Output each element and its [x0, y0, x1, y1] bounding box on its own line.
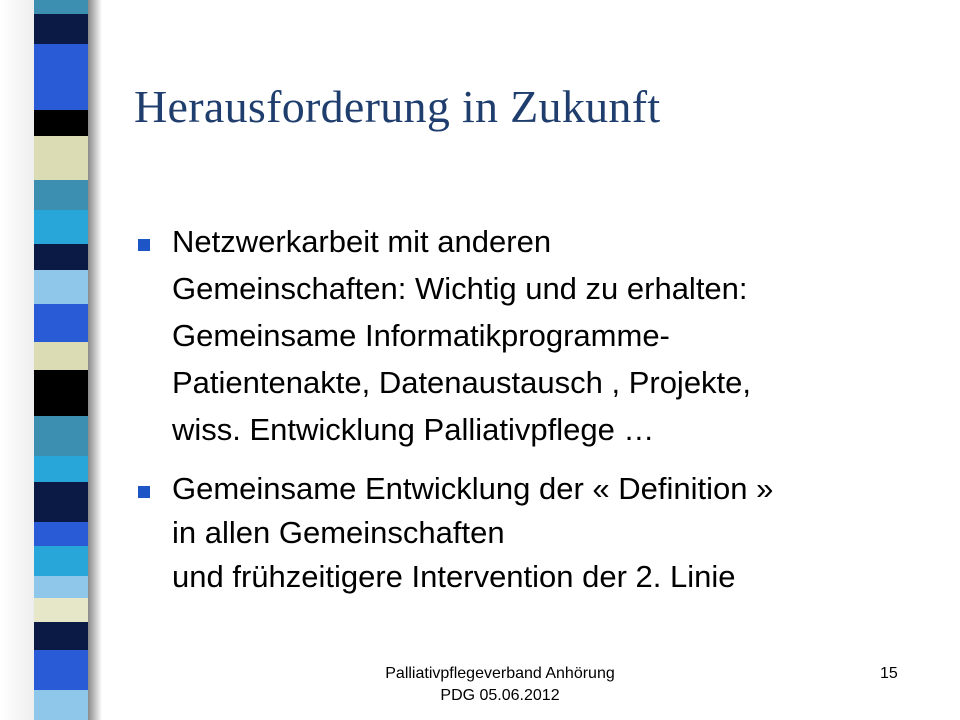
stripe-segment — [34, 370, 90, 416]
bullet-line: wiss. Entwicklung Palliativpflege … — [172, 412, 655, 447]
stripes — [34, 0, 90, 720]
stripe-segment — [34, 690, 90, 720]
stripe-segment — [34, 0, 90, 14]
stripe-segment — [34, 14, 90, 44]
stripe-segment — [34, 622, 90, 650]
decorative-stripe-band — [0, 0, 110, 720]
square-bullet-icon — [138, 239, 150, 251]
bullet-list — [134, 218, 934, 599]
stripe-segment — [34, 244, 90, 270]
stripe-segment — [34, 270, 90, 304]
slide-number: 15 — [880, 665, 898, 682]
stripe-segment — [34, 110, 90, 136]
bullet-line: Gemeinschaften: Wichtig und zu erhalten: — [172, 271, 748, 306]
stripe-segment — [34, 304, 90, 342]
stripe-segment — [34, 342, 90, 370]
band-edge — [0, 0, 34, 720]
stripe-segment — [34, 650, 90, 690]
stripe-segment — [34, 546, 90, 576]
bullet-line: Netzwerkarbeit mit anderen — [172, 224, 552, 259]
stripe-segment — [34, 482, 90, 522]
bullet-line: Gemeinsame Informatikprogramme- — [172, 318, 670, 353]
stripe-segment — [34, 72, 90, 110]
footer-line-2: PDG 05.06.2012 — [440, 687, 560, 704]
stripe-segment — [34, 522, 90, 546]
stripe-segment — [34, 44, 90, 72]
slide-footer — [330, 663, 670, 707]
stripe-segment — [34, 180, 90, 210]
square-bullet-icon — [138, 486, 150, 498]
stripe-segment — [34, 136, 90, 180]
bullet-line: und frühzeitigere Intervention der 2. Linie — [172, 559, 736, 594]
stripe-segment — [34, 416, 90, 456]
band-shadow — [88, 0, 102, 720]
slide-title: Herausforderung in Zukunft — [134, 81, 661, 132]
stripe-segment — [34, 210, 90, 244]
stripe-segment — [34, 576, 90, 598]
stripe-segment — [34, 598, 90, 622]
bullet-item — [134, 467, 934, 599]
bullet-line: Gemeinsame Entwicklung der « Definition » — [172, 471, 774, 506]
bullet-line: in allen Gemeinschaften — [172, 515, 505, 550]
stripe-segment — [34, 456, 90, 482]
bullet-item — [134, 218, 934, 453]
bullet-line: Patientenakte, Datenaustausch , Projekte, — [172, 365, 752, 400]
footer-line-1: Palliativpflegeverband Anhörung — [385, 665, 615, 682]
